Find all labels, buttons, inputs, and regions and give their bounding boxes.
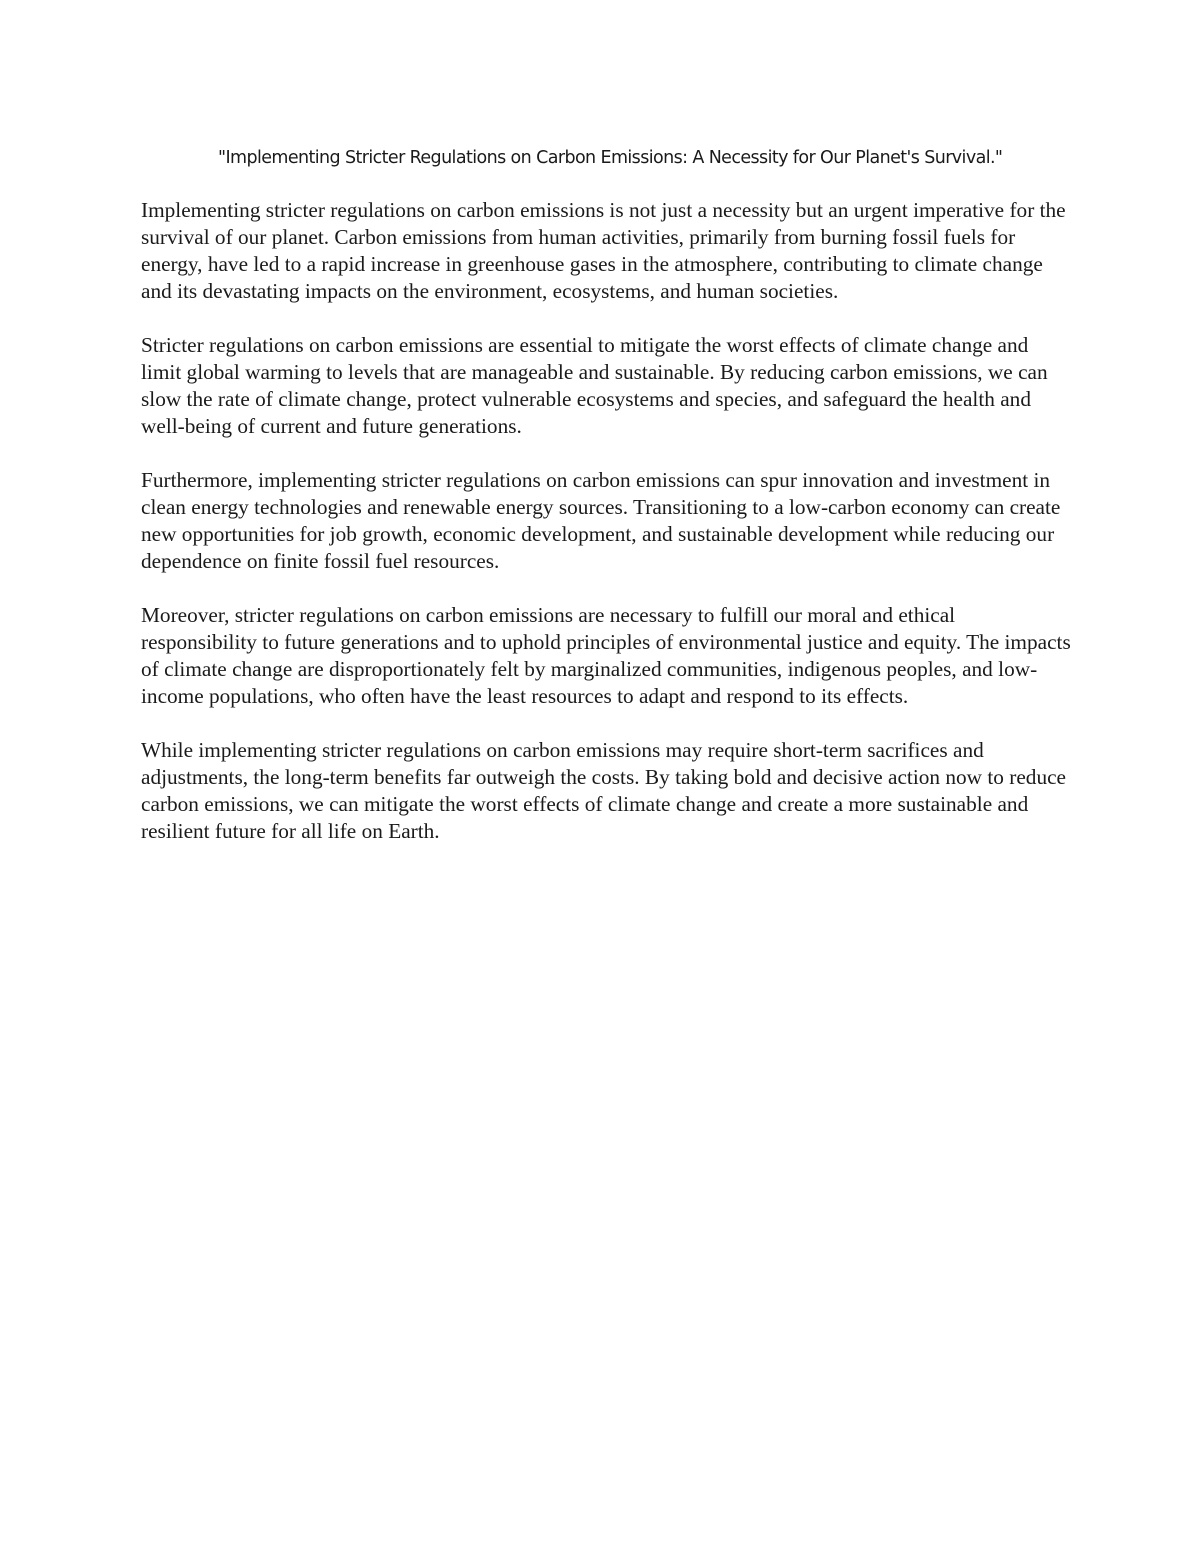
paragraph-intro: Implementing stricter regulations on carbon emissions is not just a necessity but an urgent imperative for the survival of our planet. Carbon emissions from human activities, primarily from burning fossil fuels for energy, have led to a rapid increase in greenhouse gases in the atmosphere, contributing to climate change and its devastating impacts on the environment, ecosystems, and human societies. bbox=[141, 198, 1066, 303]
document-body bbox=[141, 197, 1071, 872]
paragraph-mitigation: Stricter regulations on carbon emissions are essential to mitigate the worst effects of climate change and limit global warming to levels that are manageable and sustainable. By reducing carbon emissions, we can slow the rate of climate change, protect vulnerable ecosystems and species, and safeguard the health and well-being of current and future generations. bbox=[141, 333, 1048, 438]
paragraph-innovation: Furthermore, implementing stricter regulations on carbon emissions can spur innovation and investment in clean energy technologies and renewable energy sources. Transitioning to a low-carbon economy can create new opportunities for job growth, economic development, and sustainable development while reducing our dependence on finite fossil fuel resources. bbox=[141, 468, 1061, 573]
document-title: "Implementing Stricter Regulations on Carbon Emissions: A Necessity for Our Planet's Survival." bbox=[218, 148, 1003, 168]
paragraph-ethics: Moreover, stricter regulations on carbon emissions are necessary to fulfill our moral and ethical responsibility to future generations and to uphold principles of environmental justice and equity. The impacts of climate change are disproportionately felt by marginalized communities, indigenous peoples, and low-income populations, who often have the least resources to adapt and respond to its effects. bbox=[141, 603, 1071, 708]
paragraph-conclusion: While implementing stricter regulations on carbon emissions may require short-term sacrifices and adjustments, the long-term benefits far outweigh the costs. By taking bold and decisive action now to reduce carbon emissions, we can mitigate the worst effects of climate change and create a more sustainable and resilient future for all life on Earth. bbox=[141, 738, 1067, 843]
